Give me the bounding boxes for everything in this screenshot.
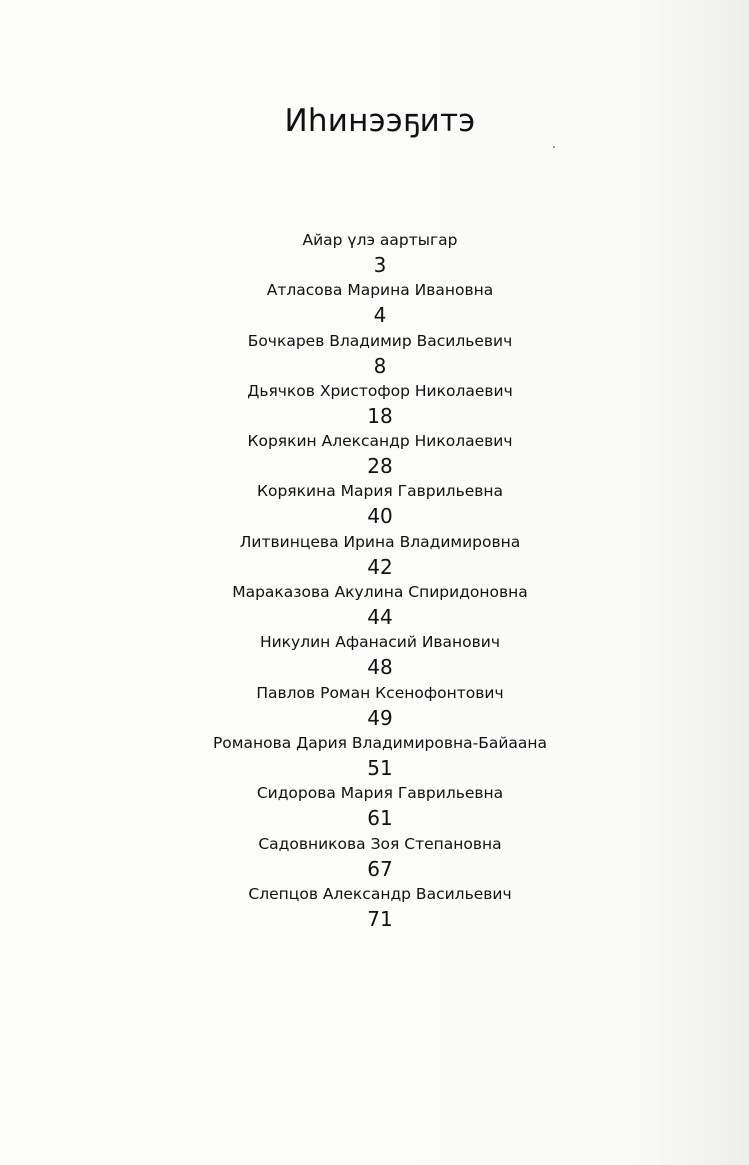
toc-entry	[0, 278, 749, 328]
toc-entry	[0, 832, 749, 882]
print-speck	[553, 146, 555, 148]
toc-entry-page: 48	[367, 655, 393, 680]
toc-entry-name: Романова Дария Владимировна-Байаана	[212, 733, 548, 752]
toc-entry-page: 49	[367, 705, 393, 730]
toc-entry	[0, 228, 749, 278]
toc-entry-name: Садовникова Зоя Степановна	[258, 834, 502, 853]
toc-entry-name: Айар үлэ аартыгар	[302, 231, 458, 249]
toc-entry	[0, 379, 749, 429]
toc-entry-name: Никулин Афанасий Иванович	[259, 633, 501, 652]
toc-entry-page: 40	[367, 504, 393, 529]
toc-entry	[0, 731, 749, 781]
toc-entry-name: Литвинцева Ирина Владимировна	[239, 532, 521, 551]
toc-entry-page: 3	[373, 253, 387, 277]
toc-entry-page: 4	[373, 303, 387, 328]
toc-entry-name: Корякин Александр Николаевич	[247, 432, 513, 451]
toc-entry-name: Бочкарев Владимир Васильевич	[247, 331, 513, 350]
toc-entry-name: Корякина Мария Гаврильевна	[256, 482, 504, 501]
toc-entry	[0, 580, 749, 630]
toc-entry-page: 61	[367, 806, 393, 831]
toc-entry-page: 8	[373, 353, 387, 378]
toc-entry-page: 42	[367, 554, 393, 579]
table-of-contents	[0, 228, 749, 932]
toc-entry-page: 18	[367, 403, 393, 428]
toc-entry	[0, 329, 749, 379]
toc-entry-name: Мараказова Акулина Спиридоновна	[232, 583, 528, 602]
toc-entry	[0, 630, 749, 680]
toc-entry	[0, 429, 749, 479]
page-title: Иһинээҕитэ	[284, 102, 476, 139]
toc-entry-name: Сидорова Мария Гаврильевна	[256, 784, 504, 803]
toc-entry-page: 44	[367, 605, 393, 630]
toc-entry-name: Дьячков Христофор Николаевич	[247, 381, 513, 400]
toc-entry	[0, 781, 749, 831]
toc-entry-page: 71	[367, 906, 393, 931]
toc-entry-name: Атласова Марина Ивановна	[266, 281, 494, 300]
toc-entry-page: 67	[367, 856, 393, 881]
toc-entry-page: 51	[367, 755, 393, 780]
toc-entry	[0, 530, 749, 580]
toc-entry	[0, 479, 749, 529]
toc-entry-page: 28	[367, 454, 393, 479]
toc-entry	[0, 882, 749, 932]
toc-entry-name: Павлов Роман Ксенофонтович	[256, 683, 504, 702]
toc-entry	[0, 681, 749, 731]
toc-entry-name: Слепцов Александр Васильевич	[248, 884, 512, 903]
